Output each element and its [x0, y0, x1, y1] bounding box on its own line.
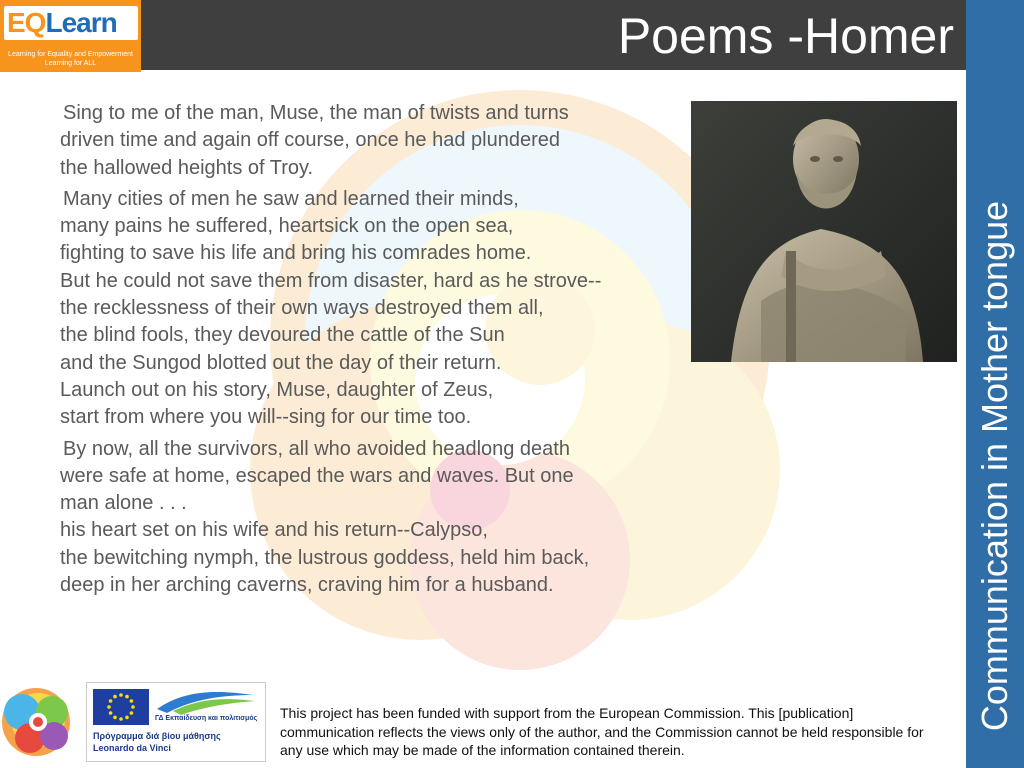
page-title: Poems -Homer	[617, 8, 954, 64]
poem-stanza-3	[60, 436, 700, 600]
greek-ministry-logo-icon	[153, 687, 259, 715]
programme-label: Πρόγραμμα διά βίου μάθησης	[93, 731, 221, 741]
poem-line: were safe at home, escaped the wars and waves. But one	[60, 464, 574, 487]
poem-line: Launch out on his story, Muse, daughter of Zeus,	[60, 378, 494, 401]
side-panel	[966, 0, 1024, 768]
poem-line: driven time and again off course, once he had plundered	[60, 129, 560, 152]
poem-line: the bewitching nymph, the lustrous goddess, held him back,	[60, 546, 590, 569]
side-panel-label: Communication in Mother tongue	[974, 200, 1015, 732]
logo-tagline-line2: Learning for ALL	[44, 60, 97, 67]
funding-disclaimer: This project has been funded with support from the European Commission. This [publication] communication reflects the views only of the author, and the Commission cannot be held responsible for any use which may be made of the information contained therein.	[280, 705, 924, 758]
logo-word-eq: EQ	[7, 7, 46, 38]
leonardo-label: Leonardo da Vinci	[93, 743, 171, 753]
poem-line: his heart set on his wife and his return--Calypso,	[60, 519, 488, 542]
poem-line: and the Sungod blotted out the day of their return.	[60, 351, 502, 374]
poem-line: the recklessness of their own ways destroyed them all,	[60, 297, 544, 320]
poem-line: fighting to save his life and bring his comrades home.	[60, 242, 532, 265]
funding-logos	[86, 682, 266, 762]
eqlearn-logo	[0, 0, 141, 72]
poem-text	[60, 100, 700, 603]
poem-stanza-1	[60, 100, 700, 182]
logo-tagline-line1: Learning for Equality and Empowerment	[8, 51, 133, 58]
logo-tagline	[2, 50, 139, 68]
poem-line: many pains he suffered, heartsick on the open sea,	[60, 215, 514, 238]
title-bar	[0, 0, 966, 70]
poem-line: But he could not save them from disaster, hard as he strove--	[60, 269, 602, 292]
flower-emblem	[0, 672, 84, 768]
logo-wordmark	[4, 6, 138, 40]
poem-line: Sing to me of the man, Muse, the man of twists and turns	[63, 102, 569, 124]
poem-line: Many cities of men he saw and learned their minds,	[63, 187, 519, 210]
poem-line: deep in her arching caverns, craving him for a husband.	[60, 574, 554, 597]
greek-ministry-label: ΓΔ Εκπαίδευση και πολιτισμός	[155, 715, 258, 722]
poem-line: the blind fools, they devoured the cattle of the Sun	[60, 324, 505, 347]
eu-flag-icon	[93, 689, 149, 725]
poem-line: the hallowed heights of Troy.	[60, 156, 314, 179]
poem-line: man alone . . .	[60, 492, 187, 515]
poem-line: By now, all the survivors, all who avoided headlong death	[63, 437, 570, 460]
logo-word-learn: Learn	[45, 7, 117, 38]
poem-stanza-2	[60, 186, 700, 432]
homer-statue-image	[691, 101, 957, 362]
poem-line: start from where you will--sing for our time too.	[60, 406, 472, 429]
